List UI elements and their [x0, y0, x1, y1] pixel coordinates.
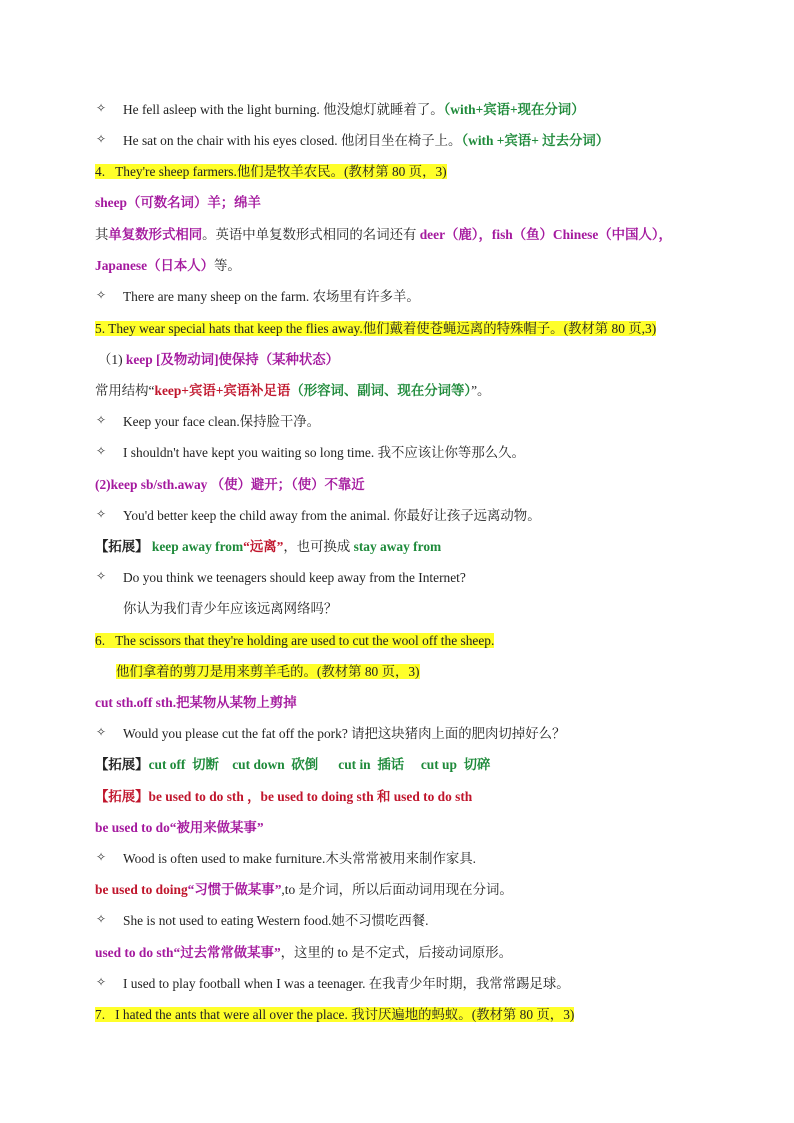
- section-heading-7: [95, 1006, 574, 1024]
- chinese-text: 我不应该让你等那么久。: [374, 445, 525, 460]
- definition: （可数名词）羊；绵羊: [127, 195, 261, 210]
- heading-text: I hated the ants that were all over the place. 我讨厌遍地的蚂蚁。(教材第 80 页，3): [115, 1007, 575, 1022]
- example-sentence: [123, 975, 570, 993]
- bullet-icon: ✧: [96, 975, 107, 989]
- chinese-text: 在我青少年时期，我常常踢足球。: [365, 976, 570, 991]
- english-text: I used to play football when I was a teenager.: [123, 976, 366, 991]
- bullet-icon: ✧: [96, 288, 107, 302]
- extension-tag: 【拓展】: [95, 757, 149, 772]
- bullet-icon: ✧: [96, 132, 107, 146]
- usage-note: ，这里的 to 是不定式，后接动词原形。: [280, 945, 513, 960]
- word-meaning: （中国人），: [598, 227, 672, 242]
- chinese-text: 农场里有许多羊。: [309, 289, 420, 304]
- english-text: Wood is often used to make furniture.木头常常被用来制作家具.: [123, 851, 476, 866]
- usage-definition: [95, 944, 512, 962]
- heading-number: 4.: [95, 164, 106, 179]
- heading-text: The scissors that they're holding are used to cut the wool off the sheep.: [115, 633, 495, 648]
- word-meaning: （鹿），: [445, 227, 492, 242]
- phrase-meaning: “远离”: [243, 539, 284, 554]
- word-definition: cut sth.off sth.把某物从某物上剪掉: [95, 695, 297, 710]
- heading-text: 他们拿着的剪刀是用来剪羊毛的。(教材第 80 页，3): [116, 664, 420, 679]
- english-text: Would you please cut the fat off the pork?: [123, 726, 348, 741]
- grammar-note: （with +宾语+ 过去分词）: [461, 133, 610, 148]
- word-meaning: （鱼）: [512, 227, 553, 242]
- example-sentence: [123, 288, 420, 306]
- keyword: keep: [125, 352, 153, 367]
- english-text: You'd better keep the child away from the animal.: [123, 508, 390, 523]
- example-translation: 你认为我们青少年应该远离网络吗？: [123, 601, 338, 616]
- word-definition: [98, 351, 339, 369]
- example-sentence: [123, 725, 565, 743]
- english-text: He fell asleep with the light burning.: [123, 102, 320, 117]
- keyword: sheep: [95, 195, 127, 210]
- example-sentence: [123, 413, 320, 431]
- phrase: keep away from: [148, 539, 244, 554]
- structure-note: （形容词、副词、现在分词等）: [290, 383, 472, 398]
- grammar-explanation: [95, 257, 241, 275]
- heading-number: 7.: [95, 1007, 106, 1022]
- extension-note: [95, 538, 441, 556]
- grammar-structure: [95, 382, 490, 400]
- example-sentence: [123, 132, 609, 150]
- section-heading-6: [95, 632, 494, 650]
- grammar-note: （with+宾语+现在分词）: [443, 102, 585, 117]
- usage-phrase: be used to doing: [95, 882, 188, 897]
- extension-tag: 【拓展】: [95, 539, 149, 554]
- bullet-icon: ✧: [96, 101, 107, 115]
- usage-meaning: “过去常常做某事”: [173, 945, 281, 960]
- bullet-icon: ✧: [96, 850, 107, 864]
- bullet-icon: ✧: [96, 413, 107, 427]
- example-sentence: [123, 850, 476, 868]
- heading-translation: [116, 663, 420, 681]
- chinese-text: 请把这块猪肉上面的肥肉切掉好么？: [347, 726, 566, 741]
- extension-note: [95, 756, 490, 774]
- extension-note: 【拓展】be used to do sth ，be used to doing sth 和 used to do sth: [95, 789, 473, 804]
- text: 等。: [214, 258, 241, 273]
- english-text: Keep your face clean.保持脸干净。: [123, 414, 321, 429]
- phrase-list: cut off 切断 cut down 砍倒 cut in 插话 cut up 切碎: [148, 757, 491, 772]
- english-text: I shouldn't have kept you waiting so long time.: [123, 445, 375, 460]
- usage-definition: be used to do“被用来做某事”: [95, 820, 264, 835]
- bullet-icon: ✧: [96, 444, 107, 458]
- word-meaning: （日本人）: [147, 258, 215, 273]
- text: ”。: [471, 383, 491, 398]
- item-number: （1): [98, 352, 126, 367]
- grammar-explanation: [95, 226, 672, 244]
- english-text: He sat on the chair with his eyes closed.: [123, 133, 338, 148]
- usage-note: ,to 是介词，所以后面动词用现在分词。: [281, 882, 513, 897]
- definition: [及物动词]使保持（某种状态）: [152, 352, 340, 367]
- usage-definition: [95, 881, 513, 899]
- phrase: stay away from: [353, 539, 442, 554]
- section-heading-4: [95, 163, 447, 181]
- heading-number: 6.: [95, 633, 106, 648]
- section-heading-5: [95, 320, 656, 338]
- structure-part: 宾语+宾语补足语: [188, 383, 291, 398]
- highlight-text: 单复数形式相同: [108, 227, 203, 242]
- text: 其: [95, 227, 109, 242]
- heading-text: 5. They wear special hats that keep the flies away.他们戴着使苍蝇远离的特殊帽子。(教材第 80 页,3): [95, 321, 657, 336]
- usage-phrase: used to do sth: [95, 945, 174, 960]
- word: deer: [419, 227, 446, 242]
- bullet-icon: ✧: [96, 912, 107, 926]
- bullet-icon: ✧: [96, 725, 107, 739]
- word: Chinese: [552, 227, 599, 242]
- example-sentence: [123, 101, 585, 119]
- example-sentence: [123, 912, 429, 930]
- chinese-text: 他闭目坐在椅子上。: [337, 133, 462, 148]
- text: 常用结构“: [95, 383, 155, 398]
- english-text: She is not used to eating Western food.她不习惯吃西餐.: [123, 913, 429, 928]
- example-sentence: [123, 507, 541, 525]
- english-text: Do you think we teenagers should keep away from the Internet?: [123, 570, 466, 585]
- text: 。英语中单复数形式相同的名词还有: [202, 227, 420, 242]
- usage-meaning: “习惯于做某事”: [187, 882, 282, 897]
- example-sentence: [123, 569, 466, 587]
- word-definition: [95, 194, 261, 212]
- structure-part: keep+: [154, 383, 189, 398]
- word-definition: (2)keep sb/sth.away （使）避开；（使）不靠近: [95, 477, 365, 492]
- chinese-text: 你最好让孩子远离动物。: [389, 508, 541, 523]
- chinese-text: 他没熄灯就睡着了。: [319, 102, 444, 117]
- word: Japanese: [95, 258, 148, 273]
- english-text: There are many sheep on the farm.: [123, 289, 310, 304]
- example-sentence: [123, 444, 525, 462]
- text: ，也可换成: [283, 539, 354, 554]
- bullet-icon: ✧: [96, 569, 107, 583]
- bullet-icon: ✧: [96, 507, 107, 521]
- heading-text: They're sheep farmers.他们是牧羊农民。(教材第 80 页，3): [115, 164, 447, 179]
- word: fish: [491, 227, 513, 242]
